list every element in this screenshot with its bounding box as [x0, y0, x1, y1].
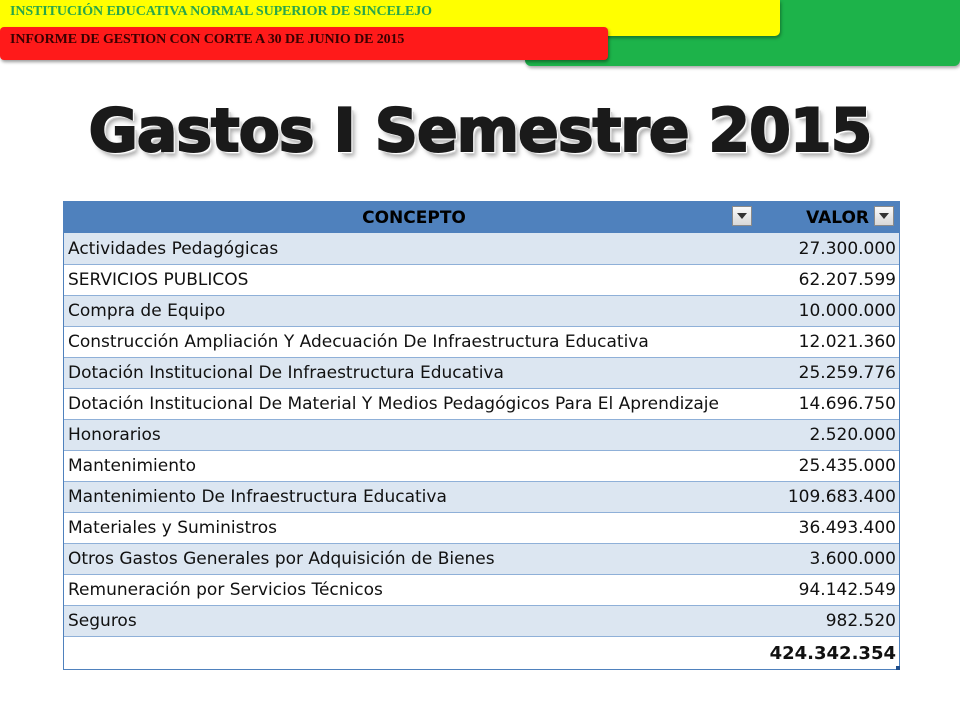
table-header-row: [64, 202, 899, 233]
concepto-cell: Remuneración por Servicios Técnicos: [68, 580, 383, 600]
institution-name: INSTITUCIÓN EDUCATIVA NORMAL SUPERIOR DE SINCELEJO: [10, 4, 432, 19]
table-row: [64, 357, 899, 388]
table-row: [64, 419, 899, 450]
table-row: [64, 512, 899, 543]
column-header-valor-label: VALOR: [806, 207, 869, 228]
valor-cell: 25.435.000: [798, 456, 896, 476]
table-row: [64, 326, 899, 357]
concepto-cell: Mantenimiento: [68, 456, 197, 476]
concepto-cell: Dotación Institucional De Material Y Medios Pedagógicos Para El Aprendizaje: [68, 394, 719, 414]
table-row: [64, 543, 899, 574]
table-resize-handle[interactable]: [896, 666, 900, 670]
table-row: [64, 295, 899, 326]
table-row: [64, 450, 899, 481]
valor-cell: 62.207.599: [798, 270, 896, 290]
valor-cell: 2.520.000: [809, 425, 896, 445]
report-subtitle: INFORME DE GESTION CON CORTE A 30 DE JUNIO DE 2015: [10, 32, 405, 47]
concepto-cell: Mantenimiento De Infraestructura Educativa: [68, 487, 447, 507]
concepto-cell: SERVICIOS PUBLICOS: [68, 270, 249, 290]
valor-cell: 3.600.000: [809, 549, 896, 569]
table-row: [64, 605, 899, 636]
concepto-cell: Otros Gastos Generales por Adquisición de Bienes: [68, 549, 495, 569]
total-value: 424.342.354: [769, 642, 896, 664]
valor-cell: 982.520: [825, 611, 896, 631]
concepto-cell: Honorarios: [68, 425, 161, 445]
valor-cell: 10.000.000: [798, 301, 896, 321]
header-red-banner: [0, 27, 608, 60]
valor-cell: 36.493.400: [798, 518, 896, 538]
table-row: [64, 481, 899, 512]
column-header-valor: [764, 202, 899, 233]
valor-cell: 27.300.000: [798, 238, 896, 259]
valor-cell: 109.683.400: [787, 487, 896, 507]
concepto-cell: Materiales y Suministros: [68, 518, 277, 538]
column-header-concepto-label: CONCEPTO: [362, 207, 466, 228]
table-row: [64, 388, 899, 419]
table-row: [64, 233, 899, 264]
concepto-cell: Construcción Ampliación Y Adecuación De Infraestructura Educativa: [68, 332, 649, 352]
concepto-cell: Compra de Equipo: [68, 301, 226, 321]
concepto-cell: Dotación Institucional De Infraestructura Educativa: [68, 363, 504, 383]
column-header-concepto: [64, 202, 764, 233]
valor-cell: 94.142.549: [798, 580, 896, 600]
valor-cell: 25.259.776: [798, 363, 896, 383]
page-title: Gastos I Semestre 2015: [88, 96, 872, 166]
valor-cell: 12.021.360: [798, 332, 896, 352]
expenses-table: [63, 201, 900, 670]
table-total-row: [64, 636, 899, 669]
table-row: [64, 264, 899, 295]
valor-filter-dropdown-icon[interactable]: [874, 206, 894, 226]
valor-cell: 14.696.750: [798, 394, 896, 414]
concepto-cell: Actividades Pedagógicas: [68, 238, 279, 259]
concepto-filter-dropdown-icon[interactable]: [732, 206, 752, 226]
total-label-cell: [64, 637, 768, 669]
concepto-cell: Seguros: [68, 611, 137, 631]
table-row: [64, 574, 899, 605]
